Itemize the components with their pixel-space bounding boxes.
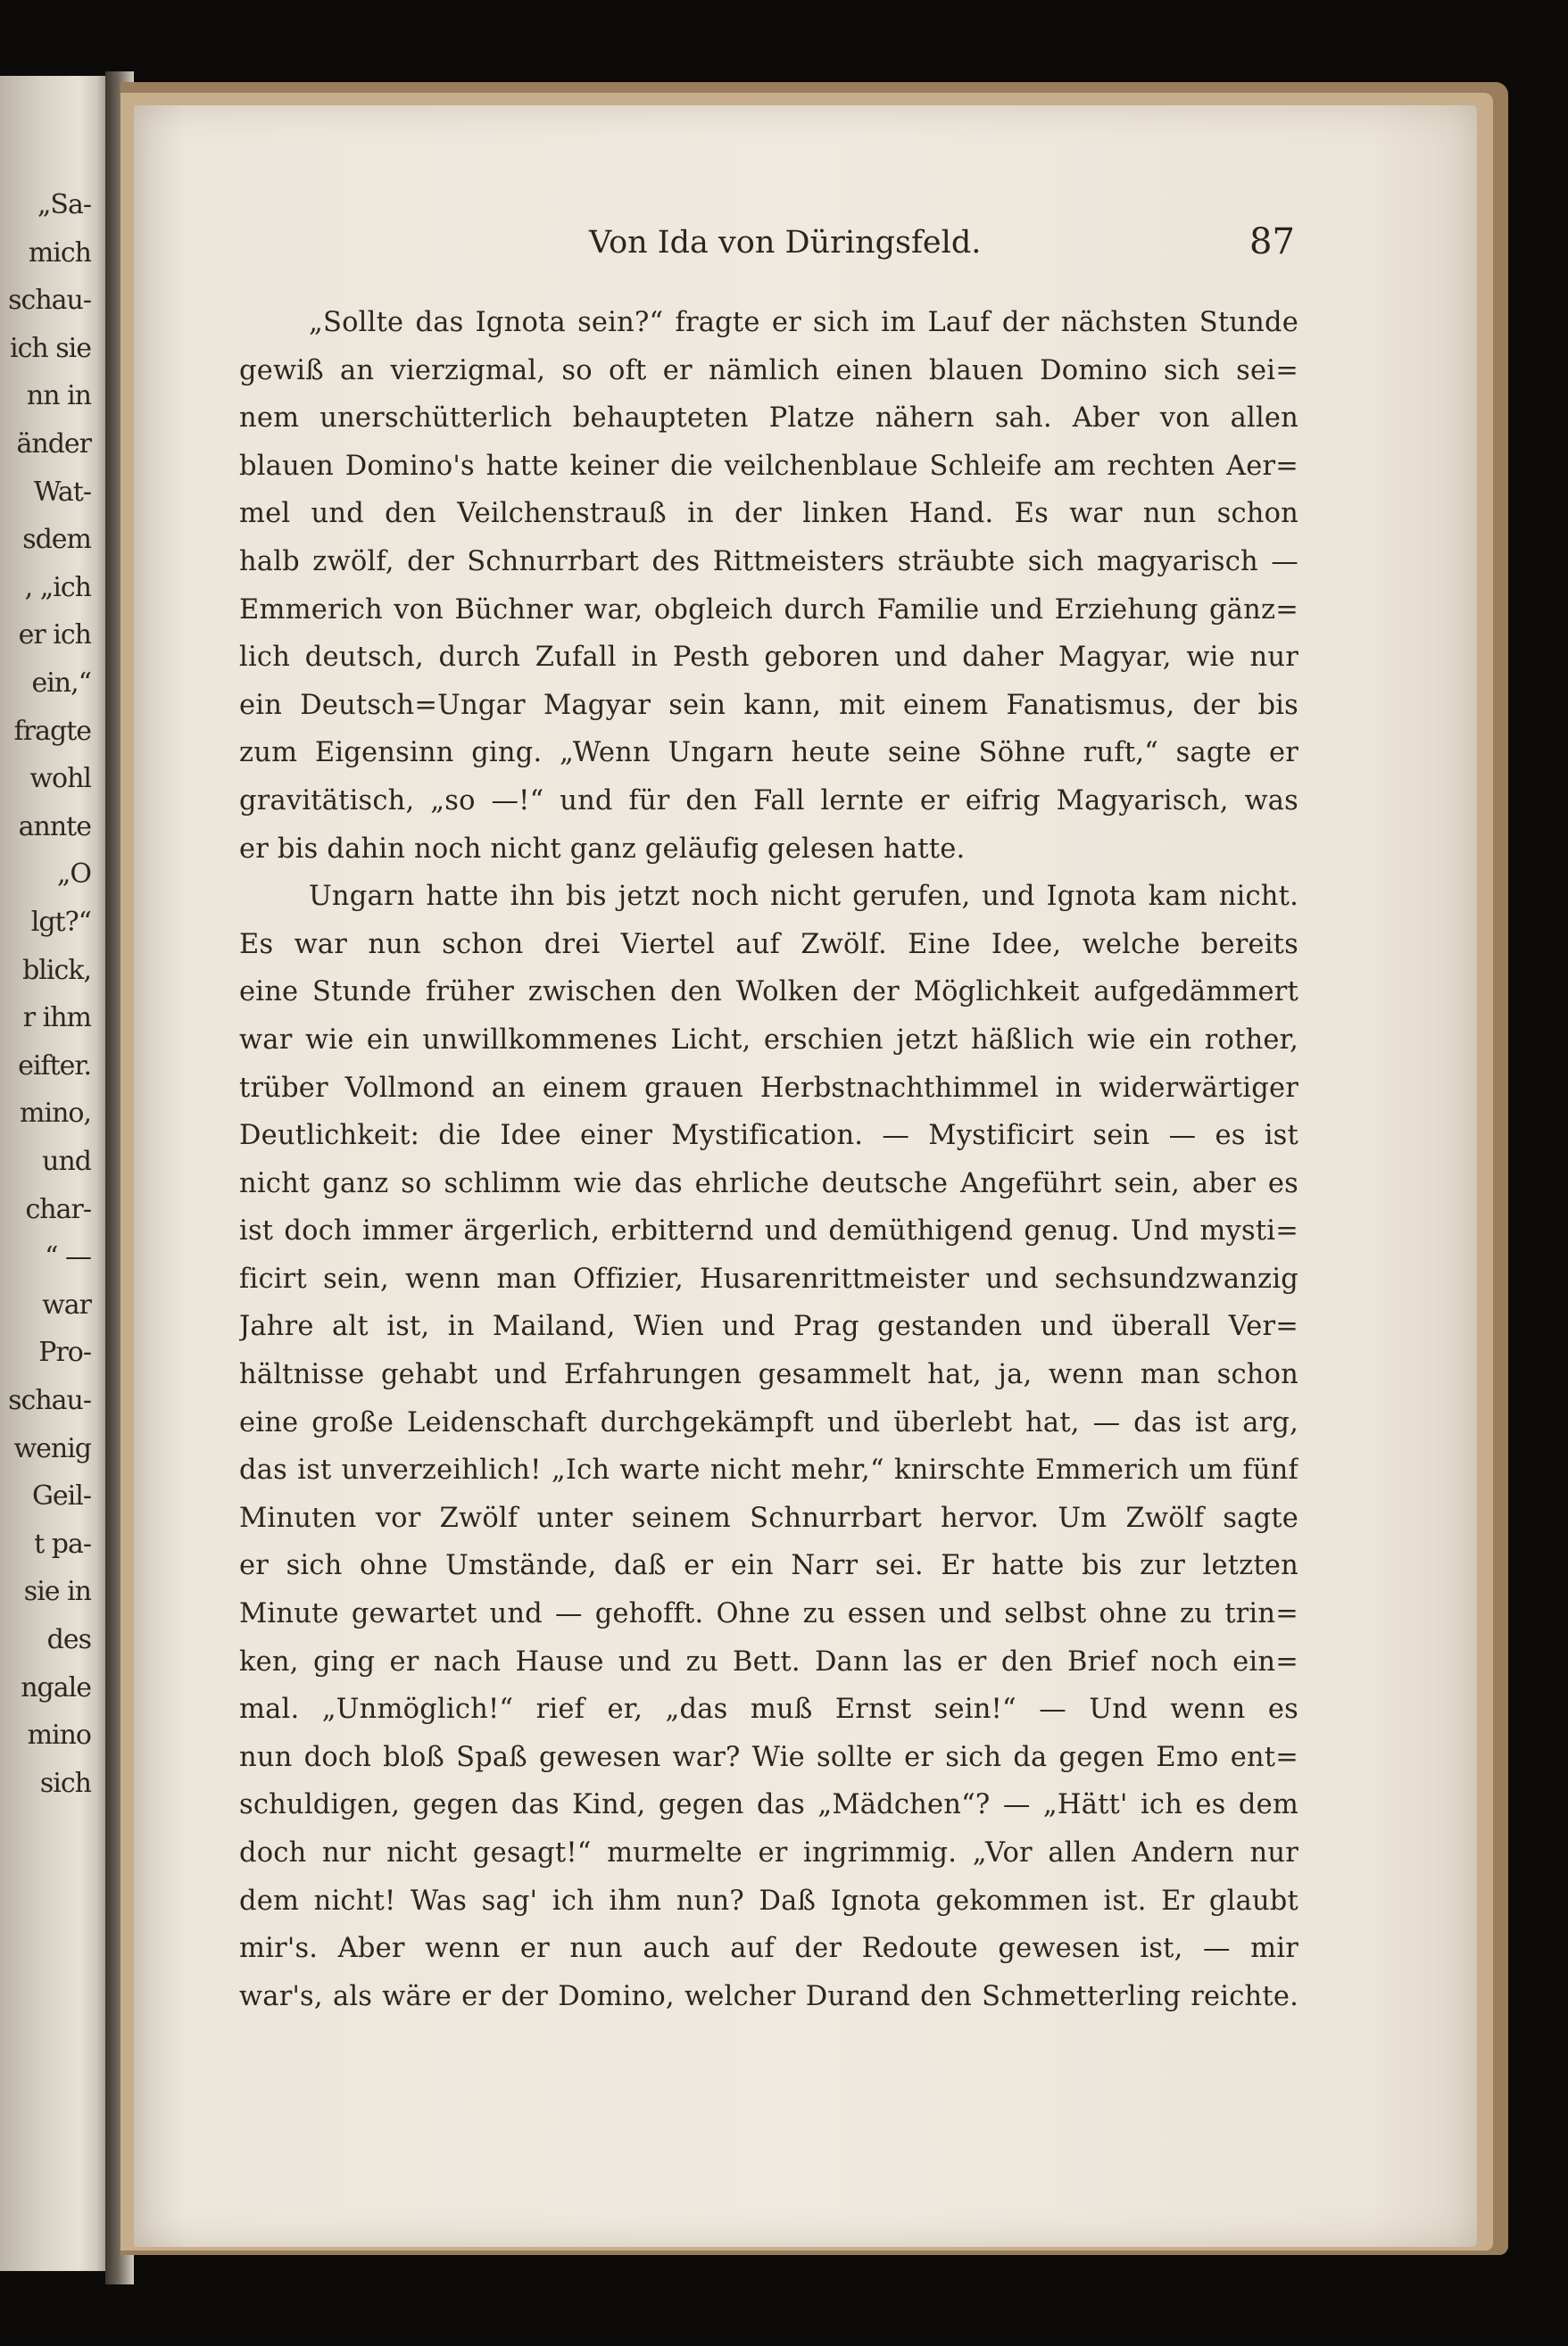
- previous-page-fragment: mich: [28, 236, 91, 269]
- previous-page-fragment: char-: [25, 1193, 91, 1225]
- previous-page-fragment: sdem: [22, 524, 91, 556]
- paragraph: [239, 299, 1298, 873]
- text-line: dem nicht! Was sag' ich ihm nun? Daß Ignota gekommen ist. Er glaubt: [239, 1885, 1298, 1917]
- previous-page: [0, 76, 105, 2271]
- text-line: gewiß an vierzigmal, so oft er nämlich einen blauen Domino sich sei=: [239, 354, 1298, 386]
- text-line: nun doch bloß Spaß gewesen war? Wie sollte er sich da gegen Emo ent=: [239, 1741, 1298, 1773]
- paragraph: [239, 873, 1298, 2020]
- previous-page-fragment: schau-: [8, 1385, 91, 1416]
- previous-page-fragment: er ich: [18, 619, 91, 651]
- previous-page-fragment: änder: [16, 428, 91, 460]
- previous-page-fragment: „Sa-: [37, 189, 91, 220]
- body-text: [239, 299, 1298, 2020]
- text-line: das ist unverzeihlich! „Ich warte nicht mehr,“ knirschte Emmerich um fünf: [239, 1455, 1298, 1487]
- previous-page-fragment: war: [42, 1289, 91, 1321]
- text-line: Minuten vor Zwölf unter seinem Schnurrbart hervor. Um Zwölf sagte: [239, 1502, 1298, 1534]
- text-line: er bis dahin noch nicht ganz geläufig gelesen hatte.: [239, 833, 966, 865]
- text-line: halb zwölf, der Schnurrbart des Rittmeisters sträubte sich magyarisch —: [239, 545, 1298, 577]
- previous-page-fragment: ich sie: [10, 332, 91, 364]
- text-line: nem unerschütterlich behaupteten Platze nähern sah. Aber von allen: [239, 402, 1298, 435]
- previous-page-fragment: blick,: [22, 954, 91, 986]
- previous-page-fragment: wenig: [13, 1432, 91, 1464]
- previous-page-fragment: mino: [27, 1720, 91, 1752]
- previous-page-fragment: des: [46, 1624, 91, 1655]
- text-line: ficirt sein, wenn man Offizier, Husarenrittmeister und sechsundzwanzig: [239, 1263, 1298, 1295]
- text-line: Minute gewartet und — gehofft. Ohne zu essen und selbst ohne zu trin=: [239, 1598, 1298, 1630]
- text-line: eine große Leidenschaft durchgekämpft und überlebt hat, — das ist arg,: [239, 1406, 1298, 1438]
- previous-page-fragment: Geil-: [31, 1480, 91, 1513]
- previous-page-fragment: wohl: [29, 763, 91, 795]
- page-number: 87: [1249, 221, 1295, 262]
- text-line: Es war nun schon drei Viertel auf Zwölf. Eine Idee, welche bereits: [239, 928, 1298, 960]
- text-line: hältnisse gehabt und Erfahrungen gesammelt hat, ja, wenn man schon: [239, 1359, 1298, 1391]
- previous-page-fragment: annte: [18, 810, 91, 842]
- text-line: gravitätisch, „so —!“ und für den Fall lernte er eifrig Magyarisch, was: [239, 784, 1298, 817]
- previous-page-fragment: t pa-: [34, 1528, 91, 1560]
- text-line: er sich ohne Umstände, daß er ein Narr sei. Er hatte bis zur letzten: [239, 1550, 1298, 1582]
- text-line: Jahre alt ist, in Mailand, Wien und Prag gestanden und überall Ver=: [239, 1311, 1298, 1343]
- running-title: Von Ida von Düringsfeld.: [589, 225, 982, 261]
- text-line: lich deutsch, durch Zufall in Pesth geboren und daher Magyar, wie nur: [239, 642, 1298, 674]
- previous-page-fragment: r ihm: [22, 1002, 91, 1034]
- previous-page-fragment: ngale: [21, 1671, 91, 1704]
- previous-page-fragment: “ —: [45, 1241, 91, 1273]
- text-line: ken, ging er nach Hause und zu Bett. Dann las er den Brief noch ein=: [239, 1646, 1298, 1678]
- text-line: Emmerich von Büchner war, obgleich durch Familie und Erziehung gänz=: [239, 593, 1298, 626]
- text-line: eine Stunde früher zwischen den Wolken der Möglichkeit aufgedämmert: [239, 976, 1298, 1008]
- previous-page-fragment: sich: [39, 1767, 91, 1799]
- previous-page-fragment: mino,: [20, 1098, 91, 1130]
- previous-page-fragment: fragte: [13, 715, 91, 747]
- text-line: ein Deutsch=Ungar Magyar sein kann, mit einem Fanatismus, der bis: [239, 689, 1298, 721]
- text-line: Deutlichkeit: die Idee einer Mystification. — Mystificirt sein — es ist: [239, 1120, 1298, 1152]
- text-line: schuldigen, gegen das Kind, gegen das „Mädchen“? — „Hätt' ich es dem: [239, 1789, 1298, 1821]
- text-line: blauen Domino's hatte keiner die veilchenblaue Schleife am rechten Aer=: [239, 450, 1298, 482]
- text-line: war wie ein unwillkommenes Licht, erschien jetzt häßlich wie ein rother,: [239, 1024, 1298, 1056]
- previous-page-fragment: ein,“: [31, 667, 91, 699]
- previous-page-fragment: nn in: [26, 380, 91, 412]
- text-line: war's, als wäre er der Domino, welcher Durand den Schmetterling reichte.: [239, 1980, 1298, 2012]
- text-line: mal. „Unmöglich!“ rief er, „das muß Ernst sein!“ — Und wenn es: [239, 1694, 1298, 1726]
- text-line: doch nur nicht gesagt!“ murmelte er ingrimmig. „Vor allen Andern nur: [239, 1837, 1298, 1869]
- text-line: nicht ganz so schlimm wie das ehrliche deutsche Angeführt sein, aber es: [239, 1167, 1298, 1199]
- text-line: ist doch immer ärgerlich, erbitternd und demüthigend genug. Und mysti=: [239, 1215, 1298, 1248]
- previous-page-fragment: schau-: [8, 285, 91, 317]
- text-line: Ungarn hatte ihn bis jetzt noch nicht gerufen, und Ignota kam nicht.: [309, 881, 1298, 913]
- text-line: zum Eigensinn ging. „Wenn Ungarn heute seine Söhne ruft,“ sagte er: [239, 737, 1298, 769]
- text-line: „Sollte das Ignota sein?“ fragte er sich im Lauf der nächsten Stunde: [309, 307, 1298, 338]
- previous-page-fragment: Wat-: [33, 476, 91, 508]
- previous-page-fragment: , „ich: [24, 571, 91, 603]
- previous-page-fragment: lgt?“: [30, 907, 91, 938]
- previous-page-fragment: Pro-: [38, 1337, 91, 1369]
- text-line: trüber Vollmond an einem grauen Herbstnachthimmel in widerwärtiger: [239, 1072, 1298, 1104]
- text-line: mir's. Aber wenn er nun auch auf der Redoute gewesen ist, — mir: [239, 1933, 1298, 1965]
- previous-page-fragment: eifter.: [18, 1049, 91, 1082]
- text-line: mel und den Veilchenstrauß in der linken Hand. Es war nun schon: [239, 498, 1298, 530]
- previous-page-fragment: und: [42, 1146, 91, 1177]
- previous-page-fragment: sie in: [23, 1576, 91, 1608]
- previous-page-fragment: „O: [56, 858, 91, 891]
